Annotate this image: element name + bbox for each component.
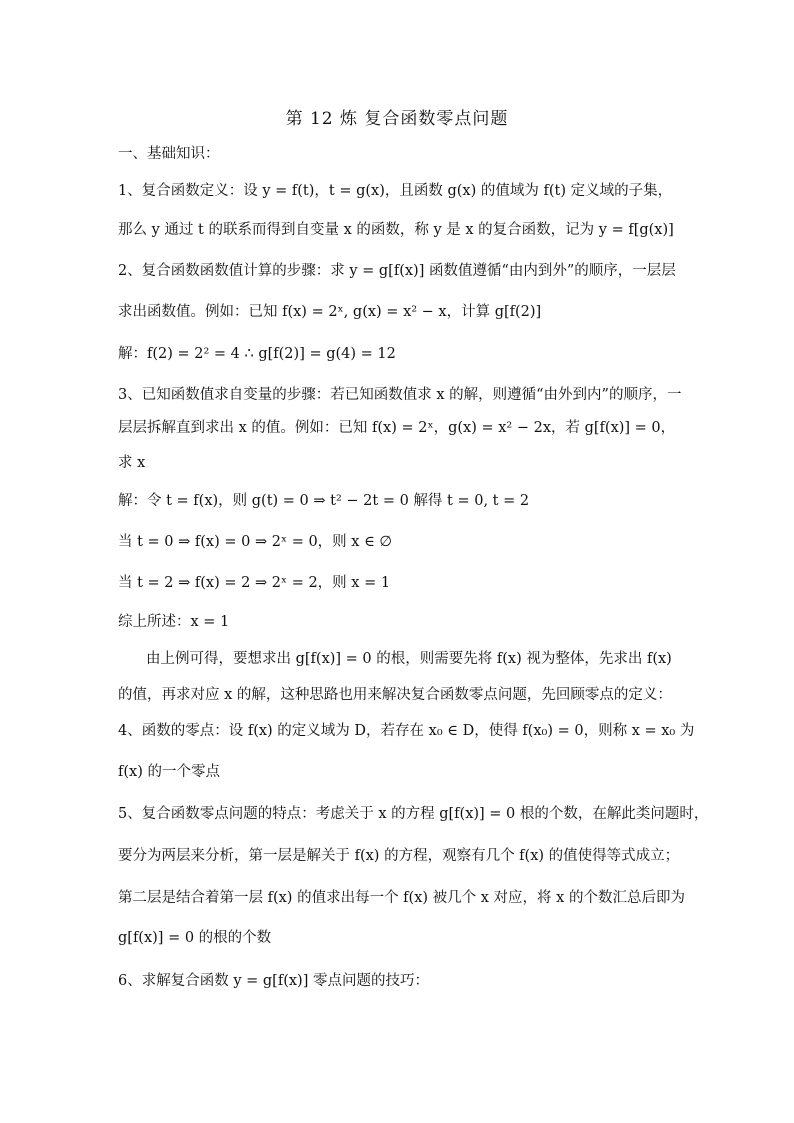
paragraph-line: 的值，再求对应 x 的解，这种思路也用来解决复合函数零点问题，先回顾零点的定义：: [118, 687, 672, 703]
paragraph-line: 4、函数的零点：设 f(x) 的定义域为 D，若存在 x₀ ∈ D，使得 f(x₀) = 0，则称 x = x₀ 为: [118, 723, 695, 739]
paragraph-line: g[f(x)] = 0 的根的个数: [118, 930, 272, 946]
paragraph-line: 2、复合函数函数值计算的步骤：求 y = g[f(x)] 函数值遵循“由内到外”的顺序，一层层: [118, 263, 676, 279]
paragraph-line: 1、复合函数定义：设 y = f(t)，t = g(x)，且函数 g(x) 的值域为 f(t) 定义域的子集，: [118, 183, 673, 199]
solution-line: 综上所述：x = 1: [118, 614, 230, 630]
paragraph-line: 层层拆解直到求出 x 的值。例如：已知 f(x) = 2ˣ，g(x) = x² − 2x，若 g[f(x)] = 0，: [118, 420, 676, 436]
page-title: 第 12 炼 复合函数零点问题: [285, 109, 509, 129]
paragraph-line: f(x) 的一个零点: [118, 764, 220, 780]
paragraph-line: 6、求解复合函数 y = g[f(x)] 零点问题的技巧：: [118, 973, 429, 989]
paragraph-line: 由上例可得，要想求出 g[f(x)] = 0 的根，则需要先将 f(x) 视为整体，先求出 f(x): [146, 651, 672, 667]
paragraph-line: 5、复合函数零点问题的特点：考虑关于 x 的方程 g[f(x)] = 0 根的个数，在解此类问题时，: [118, 806, 709, 822]
paragraph-line: 求 x: [118, 455, 146, 471]
paragraph-line: 那么 y 通过 t 的联系而得到自变量 x 的函数，称 y 是 x 的复合函数，记为 y = f[g(x)]: [118, 222, 674, 238]
solution-line: 当 t = 2 ⇒ f(x) = 2 ⇒ 2ˣ = 2，则 x = 1: [118, 575, 391, 591]
section-heading-basics: 一、基础知识：: [118, 146, 220, 162]
paragraph-line: 要分为两层来分析，第一层是解关于 f(x) 的方程，观察有几个 f(x) 的值使得等式成立；: [118, 848, 680, 864]
solution-line: 当 t = 0 ⇒ f(x) = 0 ⇒ 2ˣ = 0，则 x ∈ ∅: [118, 534, 393, 550]
solution-line: 解：令 t = f(x)，则 g(t) = 0 ⇒ t² − 2t = 0 解得 t = 0, t = 2: [118, 493, 530, 509]
paragraph-line: 求出函数值。例如：已知 f(x) = 2ˣ, g(x) = x² − x，计算 g[f(2)]: [118, 304, 542, 320]
solution-line: 解：f(2) = 2² = 4 ∴ g[f(2)] = g(4) = 12: [118, 346, 396, 362]
paragraph-line: 第二层是结合着第一层 f(x) 的值求出每一个 f(x) 被几个 x 对应，将 x 的个数汇总后即为: [118, 890, 685, 906]
paragraph-line: 3、已知函数值求自变量的步骤：若已知函数值求 x 的解，则遵循“由外到内”的顺序，一: [118, 387, 682, 403]
